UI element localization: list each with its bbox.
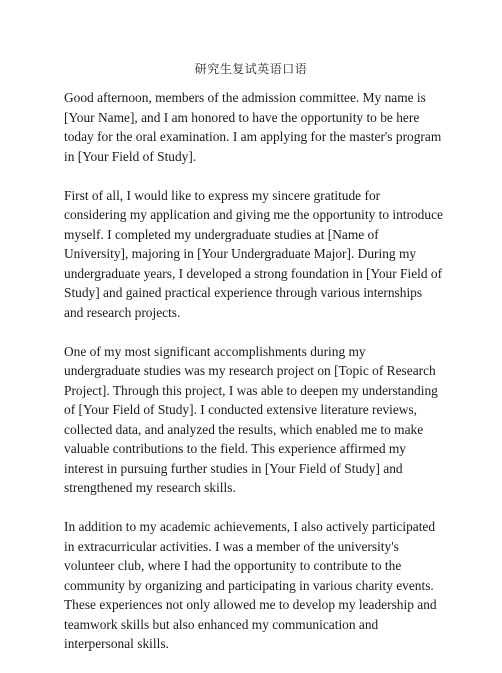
document-body (64, 88, 444, 673)
paragraph-greeting: Good afternoon, members of the admission committee. My name is [Your Name], and I am honored to have the opportunity to be here today for the oral examination. I am applying for the master's program in [Your Field of Study]. (64, 90, 442, 164)
paragraph-research: One of my most significant accomplishments during my undergraduate studies was my research project on [Topic of Research Project]. Through this project, I was able to deepen my understanding of [Your Field of Study]. I conducted extensive literature reviews, collected data, and analyzed the results, which enabled me to make valuable contributions to the field. This experience affirmed my interest in pursuing further studies in [Your Field of Study] and strengthened my research skills. (64, 343, 438, 495)
paragraph-background: First of all, I would like to express my sincere gratitude for considering my application and giving me the opportunity to introduce myself. I completed my undergraduate studies at [Name of University], majoring in [Your Undergraduate Major]. During my undergraduate years, I developed a strong foundation in [Your Field of Study] and gained practical experience through various internships and research projects. (64, 187, 443, 320)
paragraph-activities: In addition to my academic achievements, I also actively participated in extracurricular activities. I was a member of the university's volunteer club, where I had the opportunity to contribute to the community by organizing and participating in various charity events. These experiences not only allowed me to develop my leadership and teamwork skills but also enhanced my communication and interpersonal skills. (64, 519, 437, 651)
document-title: 研究生复试英语口语 (194, 62, 308, 76)
